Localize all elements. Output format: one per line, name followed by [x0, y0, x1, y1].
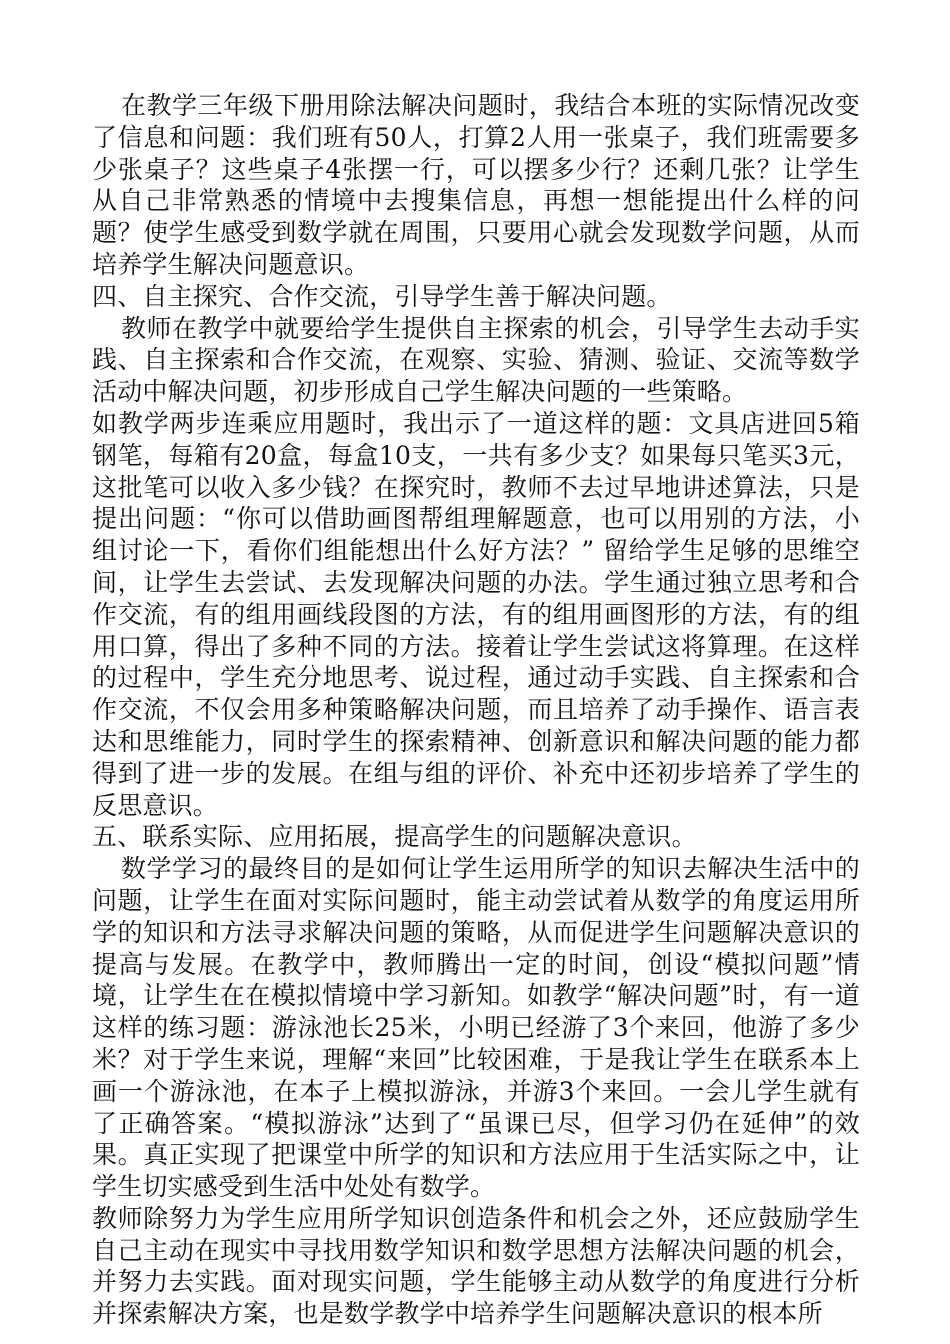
document-page [92, 90, 860, 1330]
paragraph-division-example: 在教学三年级下册用除法解决问题时，我结合本班的实际情况改变了信息和问题：我们班有50人，打算2人用一张桌子，我们班需要多少张桌子？这些桌子4张摆一行，可以摆多少行？还剩几张？让学生从自己非常熟悉的情境中去搜集信息，再想一想能提出什么样的问题？使学生感受到数学就在周围，只要用心就会发现数学问题，从而培养学生解决问题意识。 [92, 91, 860, 279]
paragraph-real-life-application: 数学学习的最终目的是如何让学生运用所学的知识去解决生活中的问题，让学生在面对实际问题时，能主动尝试着从数学的角度运用所学的知识和方法寻求解决问题的策略，从而促进学生问题解决意识的提高与发展。在教学中，教师腾出一定的时间，创设“模拟问题”情境，让学生在在模拟情境中学习新知。如教学“解决问题”时，有一道这样的练习题：游泳池长25米，小明已经游了3个来回，他游了多少米？对于学生来说，理解“来回”比较困难，于是我让学生在联系本上画一个游泳池，在本子上模拟游泳，并游3个来回。一会儿学生就有了正确答案。“模拟游泳”达到了“虽课已尽，但学习仍在延伸”的效果。真正实现了把课堂中所学的知识和方法应用于生活实际之中，让学生切实感受到生活中处处有数学。 [92, 854, 860, 1202]
paragraph-encourage-practice: 教师除努力为学生应用所学知识创造条件和机会之外，还应鼓励学生自己主动在现实中寻找用数学知识和数学思想方法解决问题的机会，并努力去实践。面对现实问题，学生能够主动从数学的角度进行分析并探索解决方案，也是数学教学中培养学生问题解决意识的根本所 [92, 1203, 860, 1329]
section-heading-four: 四、自主探究、合作交流，引导学生善于解决问题。 [92, 281, 672, 311]
paragraph-two-step-multiplication: 如教学两步连乘应用题时，我出示了一道这样的题：文具店进回5箱钢笔，每箱有20盒，每盒10支，一共有多少支？如果每只笔买3元，这批笔可以收入多少钱？在探究时，教师不去过早地讲述算法，只是提出问题：“你可以借助画图帮组理解题意，也可以用别的方法，小组讨论一下，看你们组能想出什么好方法？” 留给学生足够的思维空间，让学生去尝试、去发现解决问题的办法。学生通过独立思考和合作交流，有的组用画线段图的方法，有的组用画图形的方法，有的组用口算，得出了多种不同的方法。接着让学生尝试这将算理。在这样的过程中，学生充分地思考、说过程，通过动手实践、自主探索和合作交流，不仅会用多种策略解决问题，而且培养了动手操作、语言表达和思维能力，同时学生的探索精神、创新意识和解决问题的能力都得到了进一步的发展。在组与组的评价、补充中还初步培养了学生的反思意识。 [92, 408, 860, 820]
paragraph-self-exploration: 教师在教学中就要给学生提供自主探索的机会，引导学生去动手实践、自主探索和合作交流，在观察、实验、猜测、验证、交流等数学活动中解决问题，初步形成自己学生解决问题的一些策略。 [92, 313, 860, 407]
section-heading-five: 五、联系实际、应用拓展，提高学生的问题解决意识。 [92, 822, 697, 852]
